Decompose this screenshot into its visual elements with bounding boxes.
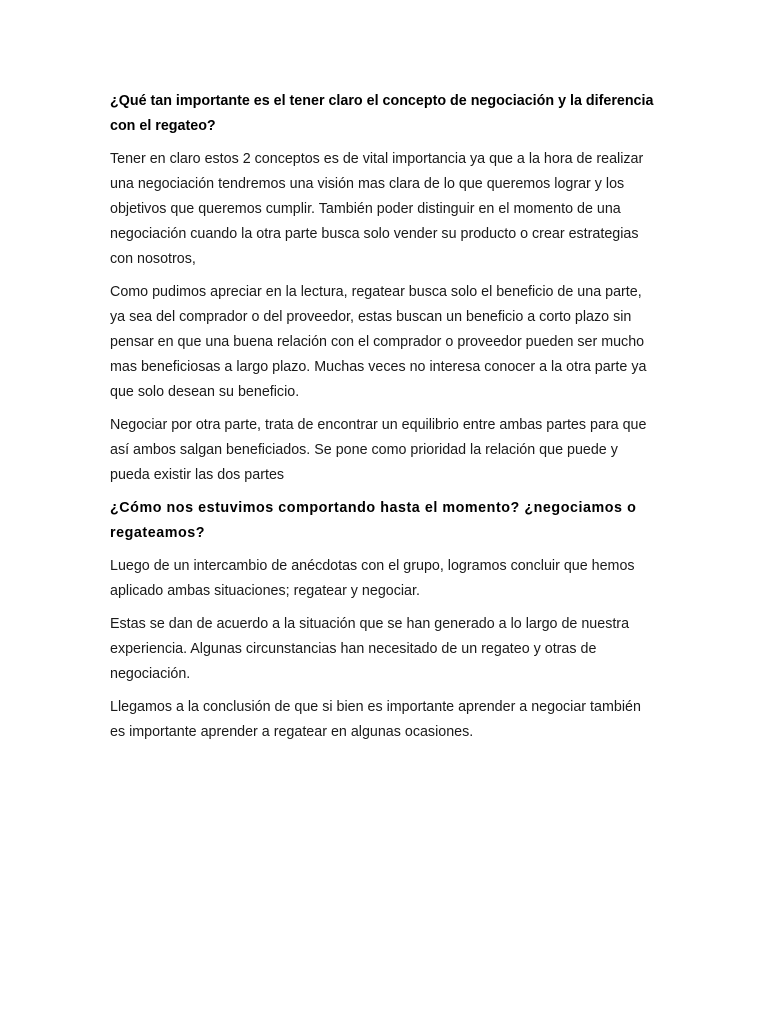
paragraph-3: Negociar por otra parte, trata de encontrar un equilibrio entre ambas partes para que así ambos salgan beneficiados. Se pone como prioridad la relación que puede y pueda existir las dos partes <box>110 417 647 483</box>
paragraph-2: Como pudimos apreciar en la lectura, regatear busca solo el beneficio de una parte, ya sea del comprador o del proveedor, estas buscan un beneficio a corto plazo sin pensar en que una buena relación con el comprador o proveedor pueden ser mucho mas beneficiosas a largo plazo. Muchas veces no interesa conocer a la otra parte ya que solo desean su beneficio. <box>110 284 647 400</box>
document-page <box>110 89 658 753</box>
paragraph-4: Luego de un intercambio de anécdotas con el grupo, logramos concluir que hemos aplicado ambas situaciones; regatear y negociar. <box>110 558 635 599</box>
paragraph-6: Llegamos a la conclusión de que si bien es importante aprender a negociar también es importante aprender a regatear en algunas ocasiones. <box>110 699 641 740</box>
paragraph-1: Tener en claro estos 2 conceptos es de vital importancia ya que a la hora de realizar una negociación tendremos una visión mas clara de lo que queremos lograr y los objetivos que queremos cumplir. También poder distinguir en el momento de una negociación cuando la otra parte busca solo vender su producto o crear estrategias con nosotros, <box>110 151 644 267</box>
paragraph-5: Estas se dan de acuerdo a la situación que se han generado a lo largo de nuestra experiencia. Algunas circunstancias han necesitado de un regateo y otras de negociación. <box>110 616 630 682</box>
question-heading-2: ¿Cómo nos estuvimos comportando hasta el momento? ¿negociamos o regateamos? <box>110 500 637 541</box>
question-heading-1: ¿Qué tan importante es el tener claro el concepto de negociación y la diferencia con el regateo? <box>110 93 654 134</box>
